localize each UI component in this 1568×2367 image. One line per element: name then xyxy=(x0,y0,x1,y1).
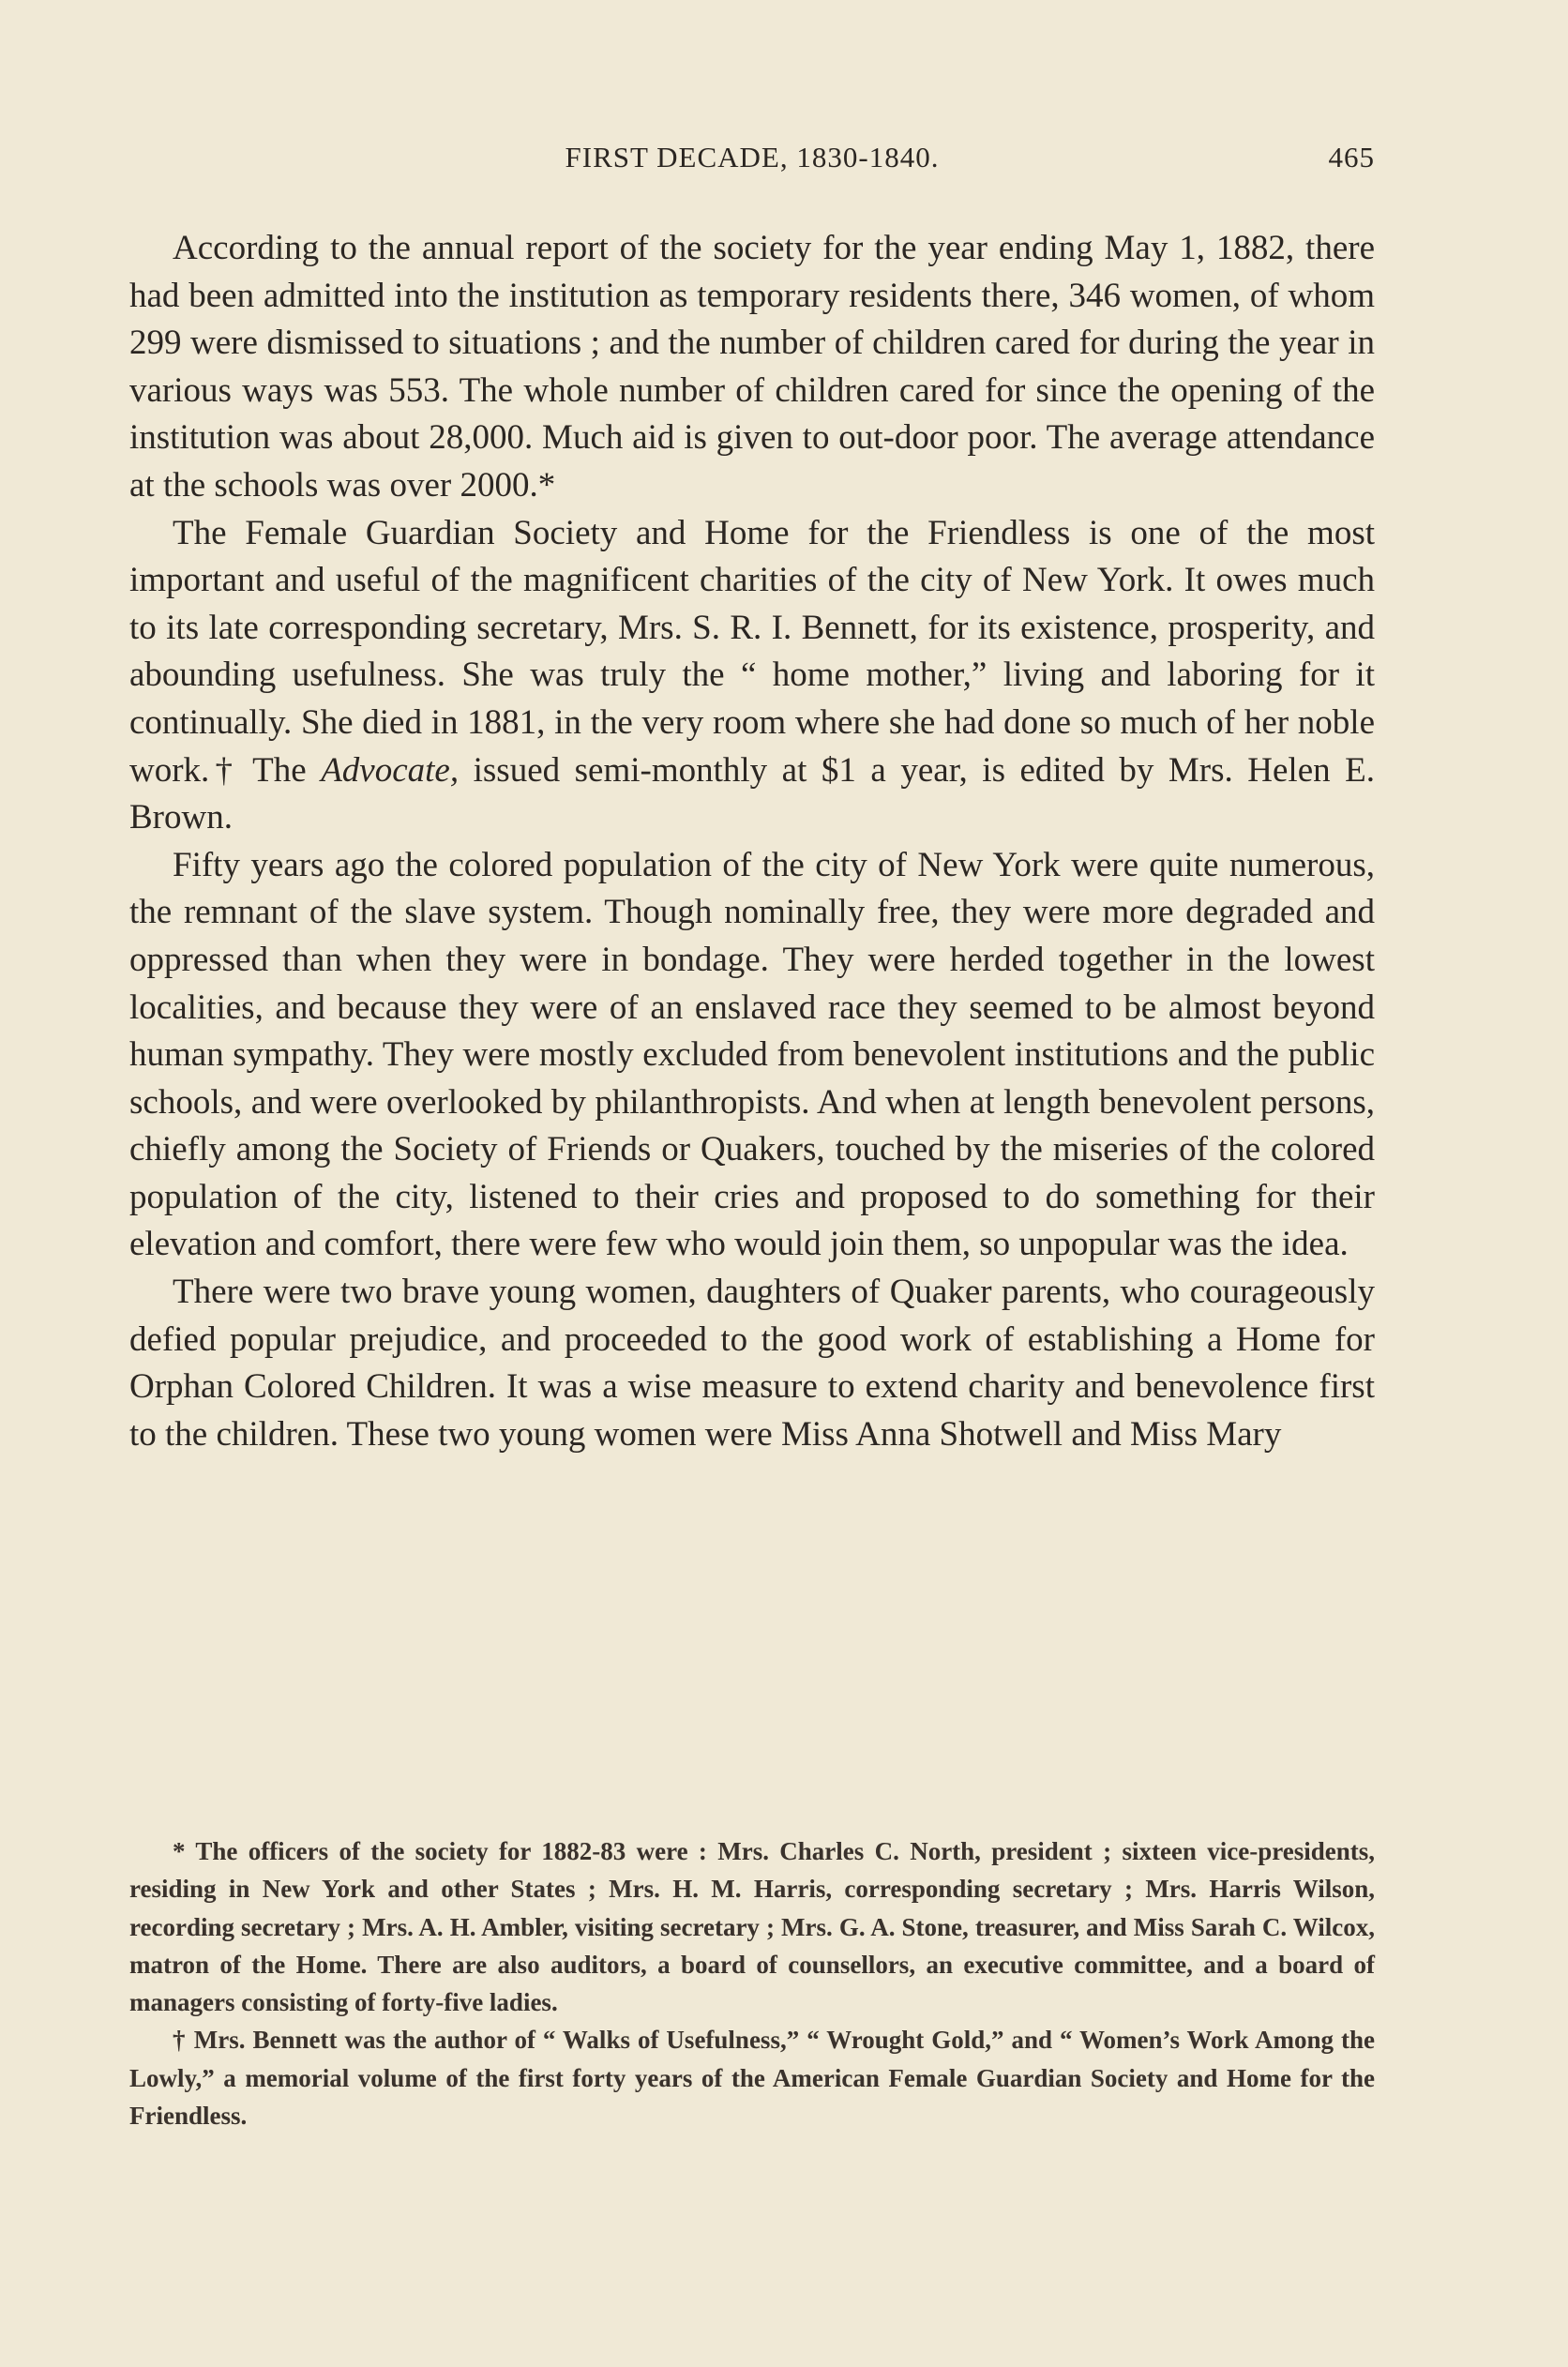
page-number: 465 xyxy=(1328,141,1375,173)
running-header xyxy=(129,141,1375,188)
paragraph-annual-report: According to the annual report of the society for the year ending May 1, 1882, there had been admitted into the institution as temporary residents there, 346 women, of whom 299 were dismissed to situations ; and the number of children cared for during the year in various ways was 553. The whole number of children cared for since the opening of the institution was about 28,000. Much aid is given to out-door poor. The average attendance at the schools was over 2000.* xyxy=(129,229,1375,505)
footnote-text: The officers of the society for 1882-83 were : Mrs. Charles C. North, president ; sixteen vice-presidents, residing in New York and other States ; Mrs. H. M. Harris, corresponding secretary ; Mrs. Harris Wilson, recording secretary ; Mrs. A. H. Ambler, visiting secretary ; Mrs. G. A. Stone, treasurer, and Miss Sarah C. Wilcox, matron of the Home. There are also auditors, a board of counsellors, an executive committee, and a board of managers consisting of forty-five ladies. xyxy=(129,1837,1375,2017)
footnote-mark: * xyxy=(173,1837,186,1865)
footnote-officers xyxy=(129,1832,1375,2021)
advocate-title: Advocate, xyxy=(321,750,460,790)
paragraph-text-before: The Female Guardian Society and Home for the Friendless is one of the most important and useful of the magnificent charities of the city of New York. It owes much to its late corresponding secretary, Mrs. S. R. I. Bennett, for its existence, prosperity, and abounding usefulness. She was truly the “ home mother,” living and laboring for it continually. She died in 1881, in the very room where she had done so much of her noble work.† The xyxy=(129,513,1375,790)
paragraph-female-guardian-society xyxy=(129,510,1375,842)
body-text xyxy=(129,225,1375,1458)
paragraph-two-young-women: There were two brave young women, daughters of Quaker parents, who courageously defied popular prejudice, and proceeded to the good work of establishing a Home for Orphan Colored Children. It was a wise measure to extend charity and benevolence first to the children. These two young women were Miss Anna Shotwell and Miss Mary xyxy=(129,1273,1375,1454)
footnote-bennett xyxy=(129,2021,1375,2134)
paragraph-text-after: issued semi-monthly at $1 a year, is edited by Mrs. Helen E. Brown. xyxy=(129,750,1375,837)
footnotes xyxy=(129,1832,1375,2134)
paragraph-colored-population: Fifty years ago the colored population of the city of New York were quite numerous, the remnant of the slave system. Though nominally free, they were more degraded and oppressed than when they were in bondage. They were herded together in the lowest localities, and because they were of an enslaved race they seemed to be almost beyond human sympathy. They were mostly excluded from benevolent institutions and the public schools, and were overlooked by philanthropists. And when at length benevolent persons, chiefly among the Society of Friends or Quakers, touched by the miseries of the colored population of the city, listened to their cries and proposed to do something for their elevation and comfort, there were few who would join them, so unpopular was the idea. xyxy=(129,845,1375,1264)
running-title: FIRST DECADE, 1830-1840. xyxy=(565,141,940,173)
footnote-mark: † xyxy=(173,2026,187,2055)
footnote-text: Mrs. Bennett was the author of “ Walks of Usefulness,” “ Wrought Gold,” and “ Women’s Work Among the Lowly,” a memorial volume of the first forty years of the American Female Guardian Society and Home for the Friendless. xyxy=(129,2026,1376,2131)
